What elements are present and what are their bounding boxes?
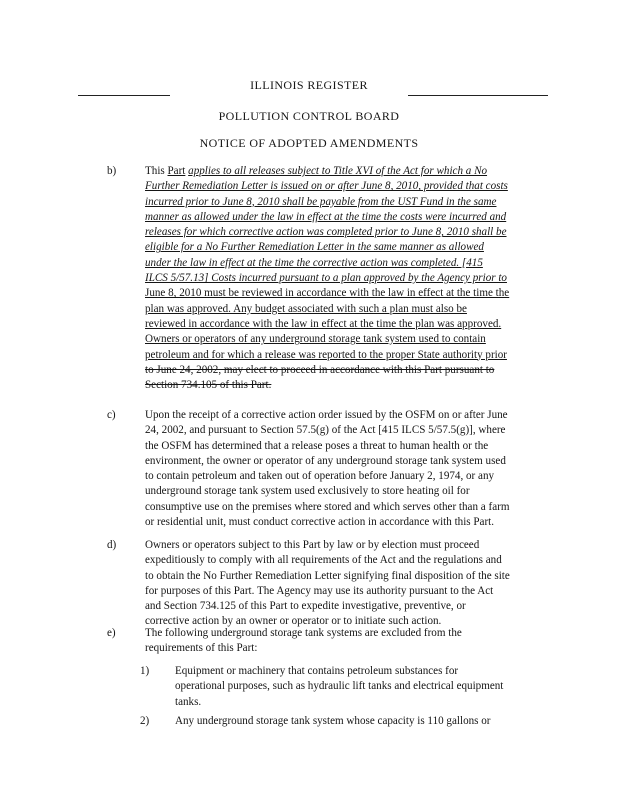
paragraph-label: d) bbox=[107, 539, 117, 551]
register-title: ILLINOIS REGISTER bbox=[250, 78, 368, 92]
paragraph-label: b) bbox=[107, 165, 117, 177]
sub-item-label: 1) bbox=[140, 665, 150, 677]
sub-item-label: 2) bbox=[140, 715, 150, 727]
board-title: POLLUTION CONTROL BOARD bbox=[218, 109, 400, 123]
paragraph-label: e) bbox=[107, 627, 116, 639]
paragraph-text: This Part applies to all releases subject to Title XVI of the Act for which a No Further Remediation Letter is issued on or after June 8, 2010, provided that costs incurred prior to June 8, 2010 shall be payable from the UST Fund in the same manner as allowed under the law in effect at the time the costs were incurred and releases for which corrective action was completed prior to June 8, 2010 shall be eligible for a No Further Remediation Letter in the same manner as allowed under the law in effect at the time the corrective action was completed. [415 ILCS 5/57.13] Costs incurred pursuant to a plan approved by the Agency prior to June 8, 2010 must be reviewed in accordance with the law in effect at the time the plan was approved. Any budget associated with such a plan must also be reviewed in accordance with the law in effect at the time the plan was approved. Owners or operators of any underground storage tank system used to contain petroleum and for which a release was reported to the proper State authority prior to June 24, 2002, may elect to proceed in accordance with this Part pursuant to Section 734.105 of this Part. bbox=[145, 165, 510, 392]
header-rule-left bbox=[78, 95, 170, 96]
sub-item-text: Any underground storage tank system whose capacity is 110 gallons or bbox=[175, 715, 491, 727]
paragraph-text: The following underground storage tank systems are excluded from the requirements of this Part: bbox=[145, 627, 462, 655]
paragraph-label: c) bbox=[107, 409, 116, 421]
paragraph-text: Owners or operators subject to this Part by law or by election must proceed expeditiously to comply with all requirements of the Act and the regulations and to obtain the No Further Remediation Letter signifying final disposition of the site for purposes of this Part. The Agency may use its authority pursuant to the Act and Section 734.125 of this Part to expedite investigative, preventive, or corrective action by an owner or operator or to initiate such action. bbox=[145, 539, 510, 628]
notice-title: NOTICE OF ADOPTED AMENDMENTS bbox=[199, 136, 419, 150]
sub-item-text: Equipment or machinery that contains petroleum substances for operational purposes, such as hydraulic lift tanks and electrical equipment tanks. bbox=[175, 665, 504, 708]
header-rule-right bbox=[408, 95, 548, 96]
paragraph-text: Upon the receipt of a corrective action order issued by the OSFM on or after June 24, 2002, and pursuant to Section 57.5(g) of the Act [415 ILCS 5/57.5(g)], where the OSFM has determined that a release poses a threat to human health or the environment, the owner or operator of any underground storage tank system used to contain petroleum and taken out of operation before January 2, 1974, or any underground storage tank system used exclusively to store heating oil for consumptive use on the premises where stored and which serves other than a farm or residential unit, must conduct corrective action in accordance with this Part. bbox=[145, 409, 510, 529]
